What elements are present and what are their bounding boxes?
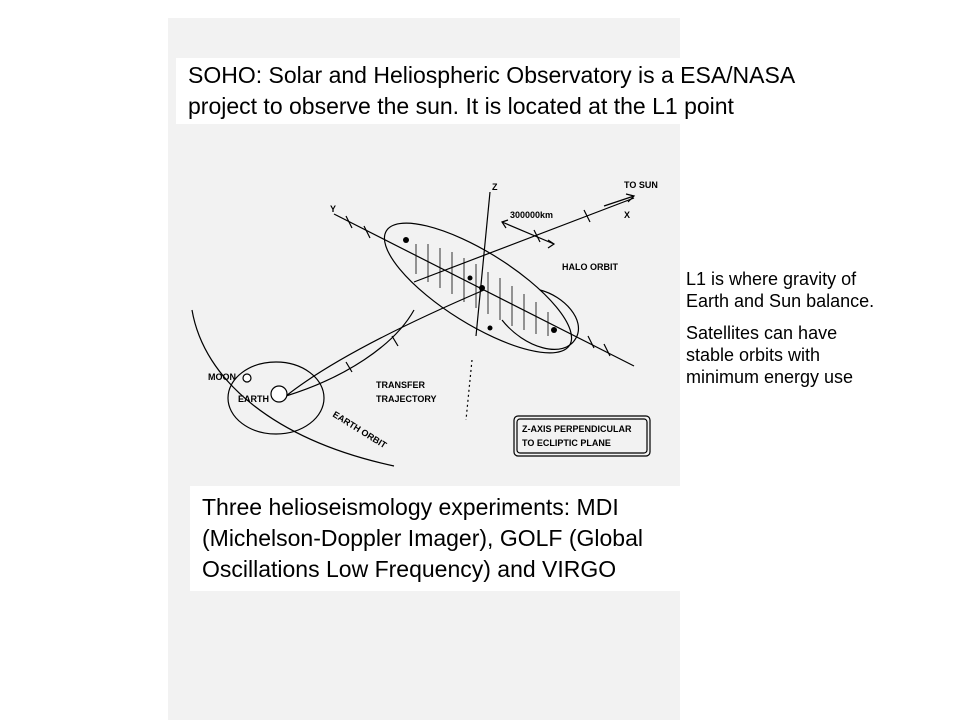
note-line-2: TO ECLIPTIC PLANE: [522, 438, 611, 448]
distance-label: 300000km: [510, 210, 554, 220]
to-sun-label: TO SUN: [624, 180, 658, 190]
moon-icon: [243, 374, 251, 382]
transfer-label-1: TRANSFER: [376, 380, 425, 390]
slide-title: SOHO: Solar and Heliospheric Observatory is a ESA/NASA project to observe the sun. It is located at the L1 point: [176, 58, 860, 124]
side-note-line-1: L1 is where gravity of Earth and Sun balance.: [686, 269, 875, 311]
note-box: [514, 416, 650, 456]
caption: Three helioseismology experiments: MDI (Michelson-Doppler Imager), GOLF (Global Oscillations Low Frequency) and VIRGO: [190, 486, 734, 591]
z-axis: [476, 192, 490, 336]
side-note-line-2: Satellites can have stable orbits with minimum energy use: [686, 323, 854, 387]
y-label: Y: [330, 204, 337, 214]
earth-label: EARTH: [238, 394, 269, 404]
z-label: Z: [492, 182, 498, 192]
earth-orbit-label: EARTH ORBIT: [330, 409, 389, 451]
halo-orbit-label: HALO ORBIT: [562, 262, 618, 272]
side-note: [686, 268, 886, 398]
x-label: X: [624, 210, 631, 220]
transfer-label-2: TRAJECTORY: [376, 394, 437, 404]
earth-orbit: [192, 310, 394, 466]
moon-label: MOON: [208, 372, 236, 382]
earth-icon: [271, 386, 287, 402]
note-line-1: Z-AXIS PERPENDICULAR: [522, 424, 632, 434]
soho-orbit-diagram: [184, 170, 680, 486]
